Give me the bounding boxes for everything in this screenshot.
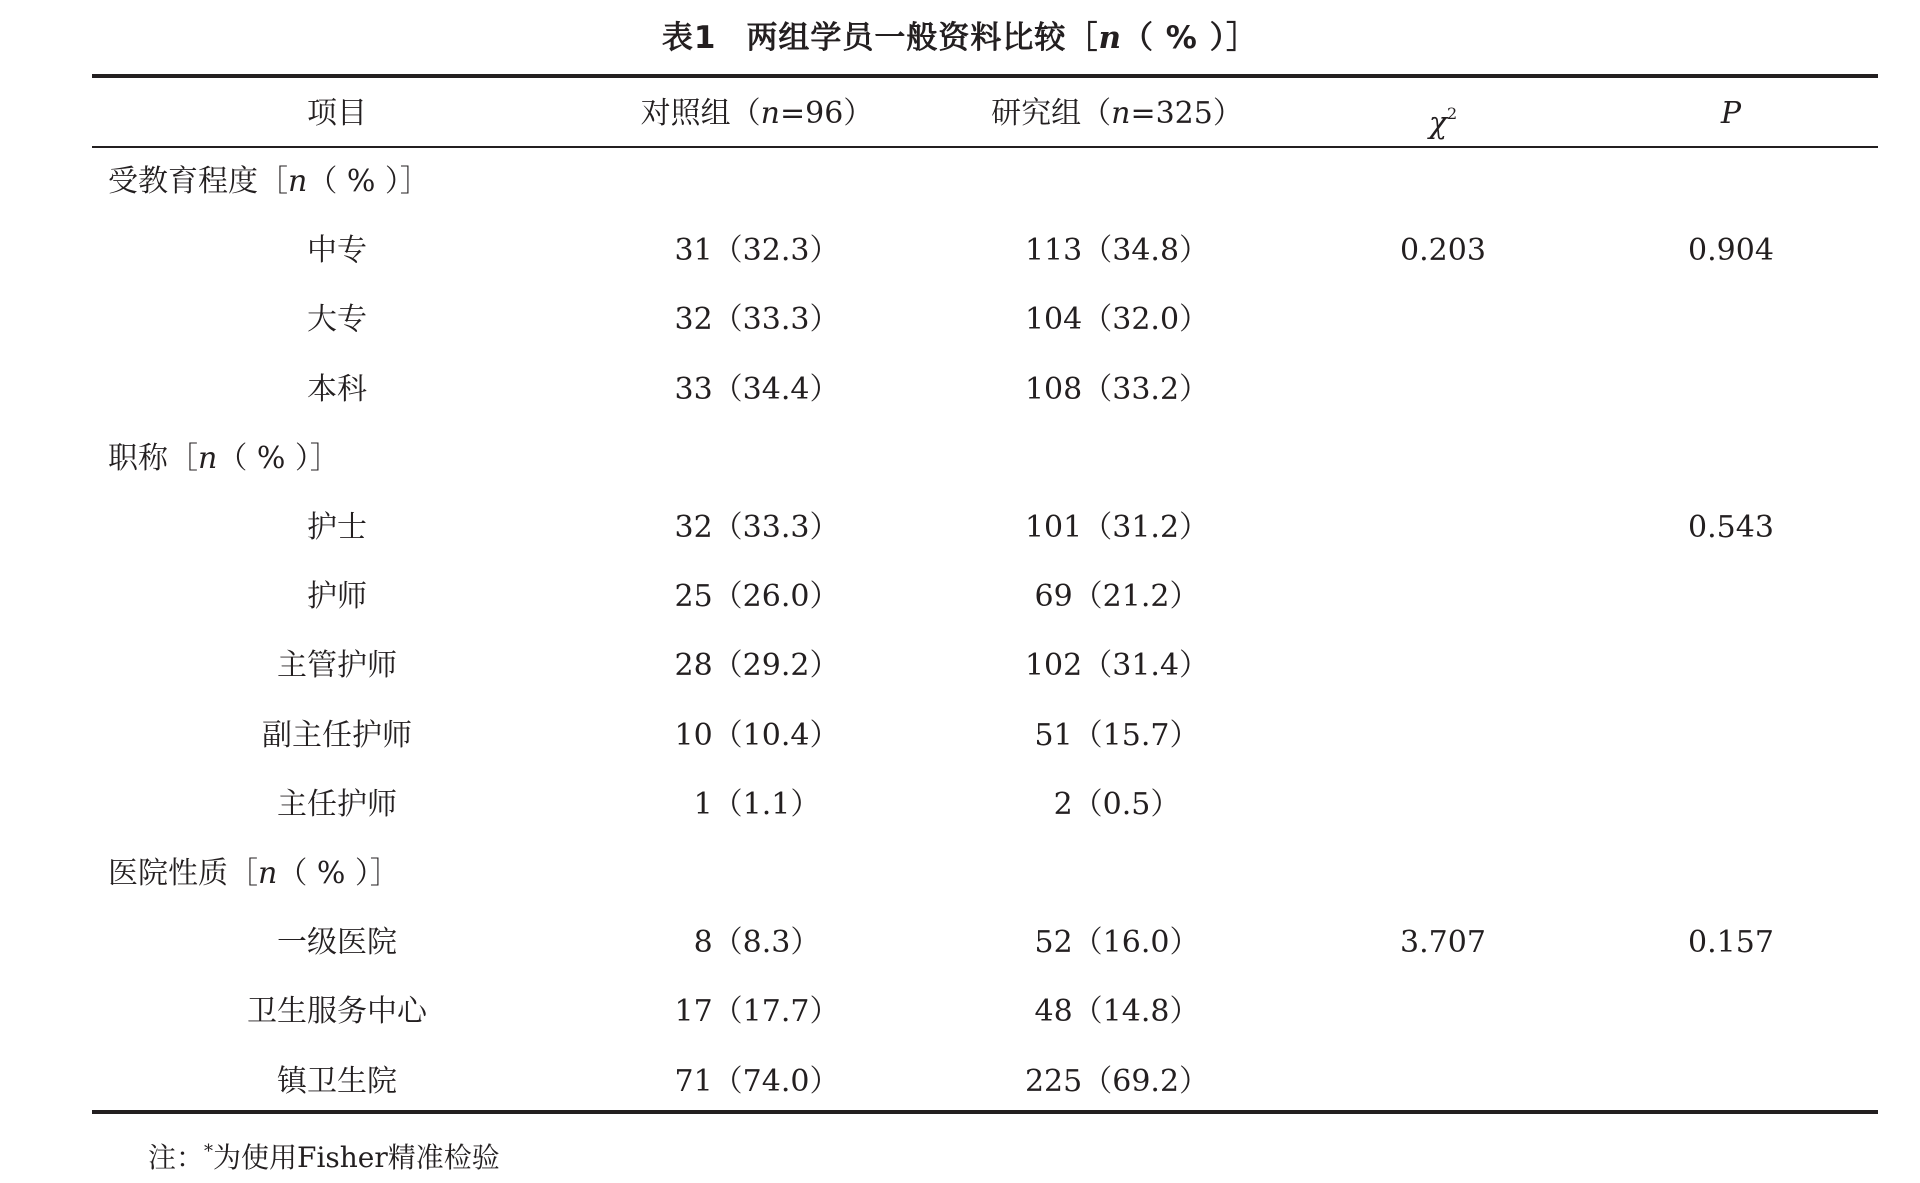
table-caption	[0, 14, 1920, 62]
cell-control-value: 71（74.0）	[674, 1063, 840, 1099]
row-item-label: 镇卫生院	[277, 1063, 397, 1099]
cell-study-value: 2（0.5）	[1053, 786, 1181, 822]
group-label: 医院性质［n（ % ）］	[108, 856, 400, 891]
cell-control-value: 33（34.4）	[674, 371, 840, 407]
group-label: 职称［n（ % ）］	[108, 440, 340, 476]
cell-study-value: 113（34.8）	[1024, 233, 1210, 269]
row-item-label: 卫生服务中心	[247, 994, 427, 1030]
caption-bracket-open: ［	[1066, 20, 1099, 56]
cell-study-value: 225（69.2）	[1024, 1063, 1210, 1099]
cell-study-value: 51（15.7）	[1034, 717, 1200, 753]
row-item-label: 本科	[307, 371, 367, 407]
cell-study-value: 52（16.0）	[1034, 925, 1200, 961]
table-bottom-rule	[92, 1110, 1878, 1114]
table-top-rule	[92, 74, 1878, 78]
row-item-label: 护师	[307, 579, 367, 615]
cell-control-value: 8（8.3）	[693, 925, 821, 961]
cell-p-value: 0.904	[1688, 233, 1774, 269]
table-number: 表1	[661, 20, 717, 56]
cell-control-value: 28（29.2）	[674, 648, 840, 684]
row-item-label: 大专	[307, 302, 367, 338]
header-chi-square: $\chi^2$	[1428, 104, 1458, 141]
cell-chi-square: 3.707	[1400, 925, 1486, 961]
cell-p-value: 0.157	[1688, 925, 1774, 961]
group-label: 受教育程度［n（ % ）］	[108, 164, 430, 199]
cell-study-value: 101（31.2）	[1024, 510, 1210, 545]
cell-study-value: 104（32.0）	[1024, 302, 1210, 338]
cell-chi-square: 0.203	[1400, 233, 1486, 269]
cell-control-value: 10（10.4）	[674, 717, 840, 753]
cell-control-value: 1（1.1）	[693, 786, 821, 822]
row-item-label: 中专	[307, 233, 367, 269]
cell-control-value: 32（33.3）	[674, 510, 840, 545]
cell-study-value: 69（21.2）	[1034, 579, 1200, 615]
cell-p-value: 0.543	[1688, 510, 1774, 545]
row-item-label: 主任护师	[277, 786, 397, 822]
cell-control-value: 25（26.0）	[674, 579, 840, 615]
header-study-group: 研究组（n=325）	[991, 96, 1243, 131]
header-control-group: 对照组（n=96）	[640, 96, 874, 131]
caption-bracket-close: （ % ）］	[1121, 20, 1259, 56]
row-item-label: 主管护师	[277, 648, 397, 684]
table-header-rule	[92, 146, 1878, 148]
cell-control-value: 32（33.3）	[674, 302, 840, 338]
cell-study-value: 102（31.4）	[1024, 648, 1210, 684]
row-item-label: 副主任护师	[262, 717, 412, 753]
cell-control-value: 17（17.7）	[674, 994, 840, 1030]
table-title: 两组学员一般资料比较	[746, 20, 1067, 56]
cell-study-value: 108（33.2）	[1024, 371, 1210, 407]
row-item-label: 一级医院	[277, 925, 397, 961]
table-footnote: 注：*为使用Fisher精准检验	[148, 1141, 500, 1174]
cell-control-value: 31（32.3）	[674, 233, 840, 269]
header-p-value: P	[1720, 96, 1742, 131]
header-item: 项目	[307, 96, 367, 131]
caption-n-symbol: n	[1098, 20, 1122, 56]
row-item-label: 护士	[307, 510, 367, 545]
cell-study-value: 48（14.8）	[1034, 994, 1200, 1030]
